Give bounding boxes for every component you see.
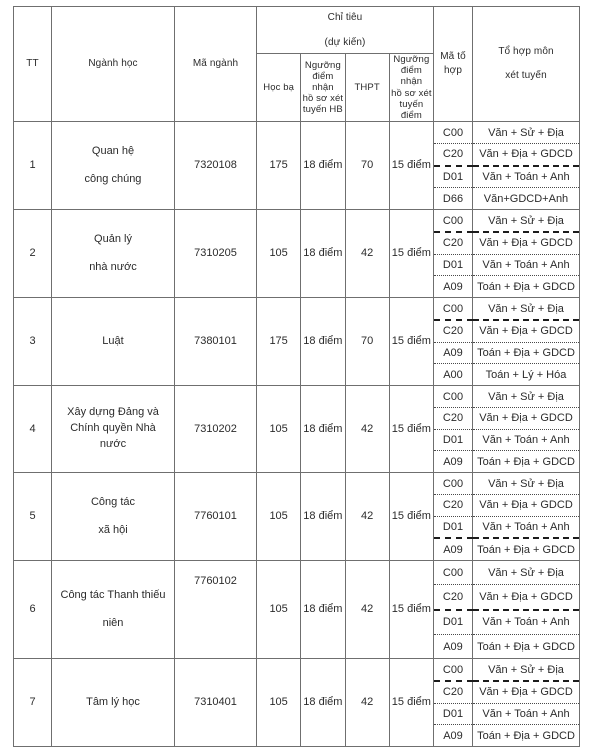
ma-to-hop-line2: hợp	[444, 65, 462, 77]
combination-code: C00	[434, 561, 473, 585]
combination-code: A00	[434, 364, 473, 385]
table-body	[14, 122, 580, 747]
nguong-thpt-line1: Ngưỡng	[393, 54, 430, 65]
table-header	[14, 7, 580, 122]
cell-nganh-hoc	[52, 659, 175, 747]
combination-subjects: Văn + Sử + Địa	[473, 298, 580, 320]
combination-subtable	[434, 473, 579, 560]
combination-row	[434, 407, 579, 429]
to-hop-mon-line2: xét tuyến	[505, 70, 547, 82]
cell-nganh-hoc	[52, 561, 175, 659]
combination-code: D01	[434, 610, 473, 635]
cell-tt: 2	[14, 210, 52, 298]
combination-code: A09	[434, 725, 473, 746]
table-row	[14, 561, 580, 659]
cell-thpt: 70	[345, 122, 389, 210]
cell-thpt: 42	[345, 561, 389, 659]
nganh-hoc-line1: Luật	[102, 335, 124, 348]
cell-hoc-ba: 105	[257, 210, 301, 298]
cell-nguong-thpt: 15 điểm	[389, 561, 433, 659]
combination-subjects: Văn + Toán + Anh	[473, 166, 580, 188]
combination-subtable	[434, 298, 579, 385]
combination-row	[434, 254, 579, 276]
cell-to-hop-group	[434, 122, 580, 210]
nganh-hoc-line1: Quản lý	[94, 233, 132, 246]
cell-ma-nganh: 7760102	[175, 561, 257, 659]
table-row	[14, 122, 580, 210]
combination-row	[434, 320, 579, 342]
cell-ma-nganh: 7380101	[175, 298, 257, 386]
cell-thpt: 42	[345, 210, 389, 298]
cell-ma-nganh: 7760101	[175, 473, 257, 561]
nguong-thpt-line4: tuyến điểm	[399, 98, 424, 122]
combination-subjects: Văn + Địa + GDCD	[473, 143, 580, 165]
nganh-hoc-line2: công chúng	[84, 173, 142, 186]
combination-code: C20	[434, 143, 473, 165]
table-row	[14, 473, 580, 561]
combination-subtable	[434, 659, 579, 746]
combination-row	[434, 516, 579, 538]
combination-subjects: Văn + Sử + Địa	[473, 561, 580, 585]
cell-nganh-hoc	[52, 298, 175, 386]
combination-code: A09	[434, 276, 473, 297]
combination-code: D01	[434, 703, 473, 725]
combination-subjects: Văn+GDCD+Anh	[483, 192, 569, 205]
cell-ma-nganh: 7310205	[175, 210, 257, 298]
chi-tieu-line2: (dự kiến)	[324, 36, 366, 48]
nganh-hoc-line1: Công tác Thanh thiếu	[60, 589, 166, 602]
combination-code: C20	[434, 585, 473, 610]
cell-nguong-hb: 18 điểm	[301, 298, 345, 386]
cell-tt: 7	[14, 659, 52, 747]
combination-row	[434, 232, 579, 254]
cell-to-hop-group	[434, 659, 580, 747]
nguong-hb-line3: hồ sơ xét	[302, 93, 344, 105]
combination-subjects: Toán + Địa + GDCD	[477, 280, 575, 293]
cell-thpt: 42	[345, 659, 389, 747]
cell-nguong-hb: 18 điểm	[301, 473, 345, 561]
combination-code: A09	[434, 451, 473, 472]
table-row	[14, 210, 580, 298]
column-header-chi-tieu	[257, 7, 434, 54]
to-hop-mon-line1: Tổ hợp môn	[498, 46, 554, 58]
combination-row	[434, 210, 579, 232]
column-header-tt: TT	[14, 7, 52, 122]
cell-nganh-hoc	[52, 122, 175, 210]
combination-code: C00	[434, 210, 473, 232]
combination-row	[434, 143, 579, 165]
combination-row	[434, 494, 579, 516]
nganh-hoc-line2: xã hội	[98, 524, 128, 537]
combination-subjects: Văn + Địa + GDCD	[473, 585, 580, 610]
combination-code: C00	[434, 298, 473, 320]
cell-nganh-hoc	[52, 386, 175, 473]
table-row	[14, 659, 580, 747]
combination-row	[434, 386, 579, 407]
cell-thpt: 70	[345, 298, 389, 386]
cell-hoc-ba: 105	[257, 659, 301, 747]
combination-row	[434, 538, 579, 560]
combination-subjects: Toán + Địa + GDCD	[473, 342, 580, 364]
combination-subjects: Văn + Toán + Anh	[473, 516, 580, 538]
column-header-to-hop-mon	[473, 7, 580, 122]
combination-row	[434, 429, 579, 451]
combination-code: C20	[434, 407, 473, 429]
combination-code: C20	[434, 681, 473, 703]
nguong-thpt-line2: điểm nhận	[400, 65, 423, 88]
cell-nguong-thpt: 15 điểm	[389, 386, 433, 473]
combination-row	[434, 166, 579, 188]
combination-subjects: Văn + Địa + GDCD	[473, 681, 580, 703]
combination-code: C20	[434, 320, 473, 342]
combination-subtable	[434, 210, 579, 297]
cell-nguong-thpt: 15 điểm	[389, 298, 433, 386]
combination-code: C00	[434, 122, 473, 143]
combination-row	[434, 610, 579, 635]
combination-subjects: Văn + Địa + GDCD	[473, 232, 580, 254]
nguong-hb-line2: điểm nhận	[312, 70, 334, 93]
combination-row	[434, 703, 579, 725]
column-header-ma-to-hop	[434, 7, 473, 122]
nganh-hoc-line1: Công tác	[90, 496, 136, 509]
nganh-hoc-line2: niên	[102, 617, 124, 630]
combination-subjects: Văn + Sử + Địa	[473, 659, 580, 681]
cell-ma-nganh: 7310401	[175, 659, 257, 747]
cell-nguong-hb: 18 điểm	[301, 561, 345, 659]
cell-hoc-ba: 175	[257, 122, 301, 210]
cell-nguong-thpt: 15 điểm	[389, 473, 433, 561]
cell-tt: 5	[14, 473, 52, 561]
combination-row	[434, 122, 579, 143]
nganh-hoc-line2: nhà nước	[89, 261, 137, 274]
combination-code: A09	[434, 538, 473, 560]
combination-subjects: Văn + Sử + Địa	[473, 386, 580, 407]
column-header-nguong-diem-thpt	[389, 54, 433, 122]
combination-row	[434, 561, 579, 585]
combination-row	[434, 188, 579, 209]
combination-code: C20	[434, 232, 473, 254]
table-row	[14, 298, 580, 386]
combination-row	[434, 364, 579, 385]
cell-thpt: 42	[345, 473, 389, 561]
combination-code: D01	[434, 516, 473, 538]
combination-code: C00	[434, 473, 473, 494]
cell-ma-nganh: 7310202	[175, 386, 257, 473]
combination-subjects: Văn + Sử + Địa	[473, 210, 580, 232]
nguong-hb-line1: Ngưỡng	[304, 59, 341, 71]
cell-nguong-hb: 18 điểm	[301, 210, 345, 298]
nganh-hoc-line2: Chính quyền Nhà	[70, 422, 156, 435]
cell-hoc-ba: 105	[257, 561, 301, 659]
cell-to-hop-group	[434, 210, 580, 298]
cell-to-hop-group	[434, 561, 580, 659]
header-row-top	[14, 7, 580, 54]
combination-row	[434, 681, 579, 703]
combination-subjects: Văn + Toán + Anh	[473, 254, 580, 276]
combination-row	[434, 585, 579, 610]
combination-code: D01	[434, 254, 473, 276]
nganh-hoc-line3: nước	[99, 438, 127, 451]
combination-subjects: Văn + Toán + Anh	[473, 610, 580, 635]
combination-row	[434, 635, 579, 659]
combination-subjects: Toán + Lý + Hóa	[485, 368, 567, 381]
combination-subjects: Toán + Địa + GDCD	[477, 543, 575, 556]
cell-to-hop-group	[434, 386, 580, 473]
cell-nguong-hb: 18 điểm	[301, 659, 345, 747]
cell-hoc-ba: 105	[257, 473, 301, 561]
combination-subjects: Văn + Địa + GDCD	[473, 494, 580, 516]
combination-row	[434, 276, 579, 297]
cell-to-hop-group	[434, 298, 580, 386]
nganh-hoc-line1: Tâm lý học	[86, 696, 140, 709]
nguong-hb-line4: tuyến HB	[302, 104, 343, 116]
ma-to-hop-line1: Mã tố	[440, 51, 466, 63]
combination-row	[434, 298, 579, 320]
combination-code: D66	[434, 188, 473, 209]
nganh-hoc-line1: Quan hệ	[91, 145, 135, 158]
cell-thpt: 42	[345, 386, 389, 473]
cell-ma-nganh: 7320108	[175, 122, 257, 210]
nguong-thpt-line3: hồ sơ xét	[391, 87, 432, 99]
combination-code: D01	[434, 166, 473, 188]
combination-code: C00	[434, 386, 473, 407]
cell-nguong-thpt: 15 điểm	[389, 210, 433, 298]
combination-row	[434, 451, 579, 472]
column-header-hoc-ba: Học bạ	[257, 54, 301, 122]
combination-subjects: Toán + Địa + GDCD	[477, 455, 575, 468]
column-header-thpt: THPT	[345, 54, 389, 122]
combination-code: A09	[434, 635, 473, 659]
combination-subtable	[434, 386, 579, 472]
column-header-nguong-diem-hb	[301, 54, 345, 122]
cell-tt: 3	[14, 298, 52, 386]
combination-subjects: Toán + Địa + GDCD	[477, 640, 575, 653]
combination-row	[434, 473, 579, 494]
table-row	[14, 386, 580, 473]
nganh-hoc-line1: Xây dựng Đảng và	[67, 406, 159, 419]
cell-nguong-hb: 18 điểm	[301, 122, 345, 210]
cell-nguong-hb: 18 điểm	[301, 386, 345, 473]
combination-code: A09	[434, 342, 473, 364]
combination-row	[434, 342, 579, 364]
cell-tt: 1	[14, 122, 52, 210]
combination-code: D01	[434, 429, 473, 451]
combination-code: C20	[434, 494, 473, 516]
cell-hoc-ba: 175	[257, 298, 301, 386]
combination-subjects: Toán + Địa + GDCD	[477, 729, 575, 742]
column-header-nganh-hoc: Ngành học	[52, 7, 175, 122]
combination-row	[434, 725, 579, 746]
combination-subjects: Văn + Sử + Địa	[473, 473, 580, 494]
combination-row	[434, 659, 579, 681]
cell-nganh-hoc	[52, 210, 175, 298]
combination-subjects: Văn + Sử + Địa	[473, 122, 580, 143]
cell-tt: 4	[14, 386, 52, 473]
combination-subtable	[434, 122, 579, 209]
cell-nguong-thpt: 15 điểm	[389, 122, 433, 210]
combination-subjects: Văn + Địa + GDCD	[473, 320, 580, 342]
admissions-table	[13, 6, 580, 747]
column-header-ma-nganh: Mã ngành	[175, 7, 257, 122]
combination-subjects: Văn + Toán + Anh	[473, 429, 580, 451]
cell-tt: 6	[14, 561, 52, 659]
cell-nganh-hoc	[52, 473, 175, 561]
cell-to-hop-group	[434, 473, 580, 561]
cell-nguong-thpt: 15 điểm	[389, 659, 433, 747]
combination-subjects: Văn + Địa + GDCD	[473, 407, 580, 429]
combination-subjects: Văn + Toán + Anh	[473, 703, 580, 725]
combination-subtable	[434, 561, 579, 658]
combination-code: C00	[434, 659, 473, 681]
cell-hoc-ba: 105	[257, 386, 301, 473]
chi-tieu-line1: Chỉ tiêu	[327, 11, 363, 23]
